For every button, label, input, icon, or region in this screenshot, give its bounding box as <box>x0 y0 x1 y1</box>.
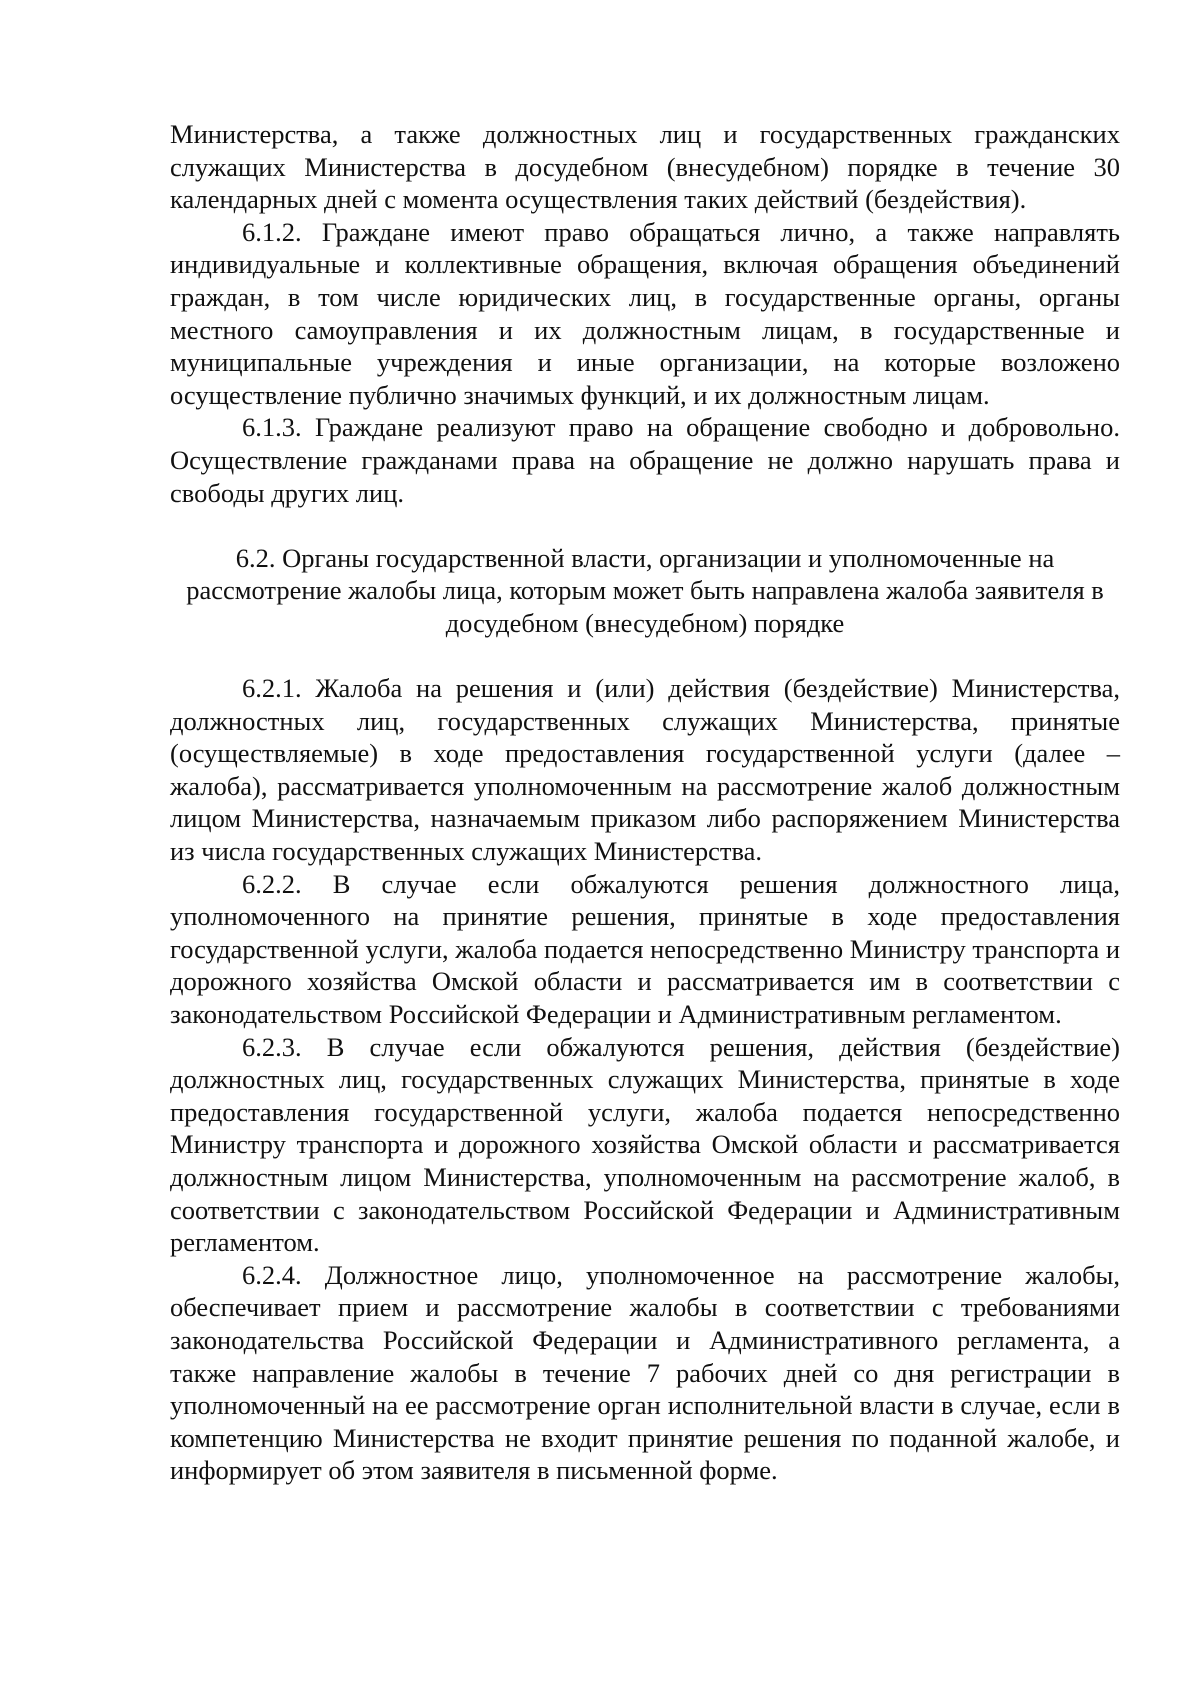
paragraph-6-2-4: 6.2.4. Должностное лицо, уполномоченное на рассмотрение жалобы, обеспечивает прием и рассмотрение жалобы в соответствии с требованиями законодательства Российской Федерации и Административного регламента, а также направление жалобы в течение 7 рабочих дней со дня регистрации в уполномоченный на ее рассмотрение орган исполнительной власти в случае, если в компетенцию Министерства не входит принятие решения по поданной жалобе, и информирует об этом заявителя в письменной форме. <box>170 1259 1120 1486</box>
spacer <box>170 640 1120 673</box>
paragraph-6-2-3: 6.2.3. В случае если обжалуются решения, действия (бездействие) должностных лиц, государственных служащих Министерства, принятые в ходе предоставления государственной услуги, жалоба подается непосредственно Министру транспорта и дорожного хозяйства Омской области и рассматривается должностным лицом Министерства, уполномоченным на рассмотрение жалоб, в соответствии с законодательством Российской Федерации и Административным регламентом. <box>170 1031 1120 1258</box>
spacer <box>170 509 1120 542</box>
paragraph-6-1-2: 6.1.2. Граждане имеют право обращаться лично, а также направлять индивидуальные и коллективные обращения, включая обращения объединений граждан, в том числе юридических лиц, в государственные органы, органы местного самоуправления и их должностным лицам, в государственные и муниципальные учреждения и иные организации, на которые возложено осуществление публично значимых функций, и их должностным лицам. <box>170 216 1120 410</box>
paragraph-continuation: Министерства, а также должностных лиц и государственных гражданских служащих Министерства в досудебном (внесудебном) порядке в течение 30 календарных дней с момента осуществления таких действий (бездействия). <box>170 119 1120 215</box>
paragraph-6-2-2: 6.2.2. В случае если обжалуются решения должностного лица, уполномоченного на принятие решения, принятые в ходе предоставления государственной услуги, жалоба подается непосредственно Министру транспорта и дорожного хозяйства Омской области и рассматривается им в соответствии с законодательством Российской Федерации и Административным регламентом. <box>170 868 1120 1030</box>
paragraph-6-1-3: 6.1.3. Граждане реализуют право на обращение свободно и добровольно. Осуществление гражданами права на обращение не должно нарушать права и свободы других лиц. <box>170 412 1120 508</box>
section-heading-6-2: 6.2. Органы государственной власти, организации и уполномоченные на рассмотрение жалобы лица, которым может быть направлена жалоба заявителя в досудебном (внесудебном) порядке <box>186 542 1104 638</box>
document-body <box>170 118 1120 1487</box>
paragraph-6-2-1: 6.2.1. Жалоба на решения и (или) действия (бездействие) Министерства, должностных лиц, государственных служащих Министерства, принятые (осуществляемые) в ходе предоставления государственной услуги (далее – жалоба), рассматривается уполномоченным на рассмотрение жалоб должностным лицом Министерства, назначаемым приказом либо распоряжением Министерства из числа государственных служащих Министерства. <box>170 673 1120 867</box>
